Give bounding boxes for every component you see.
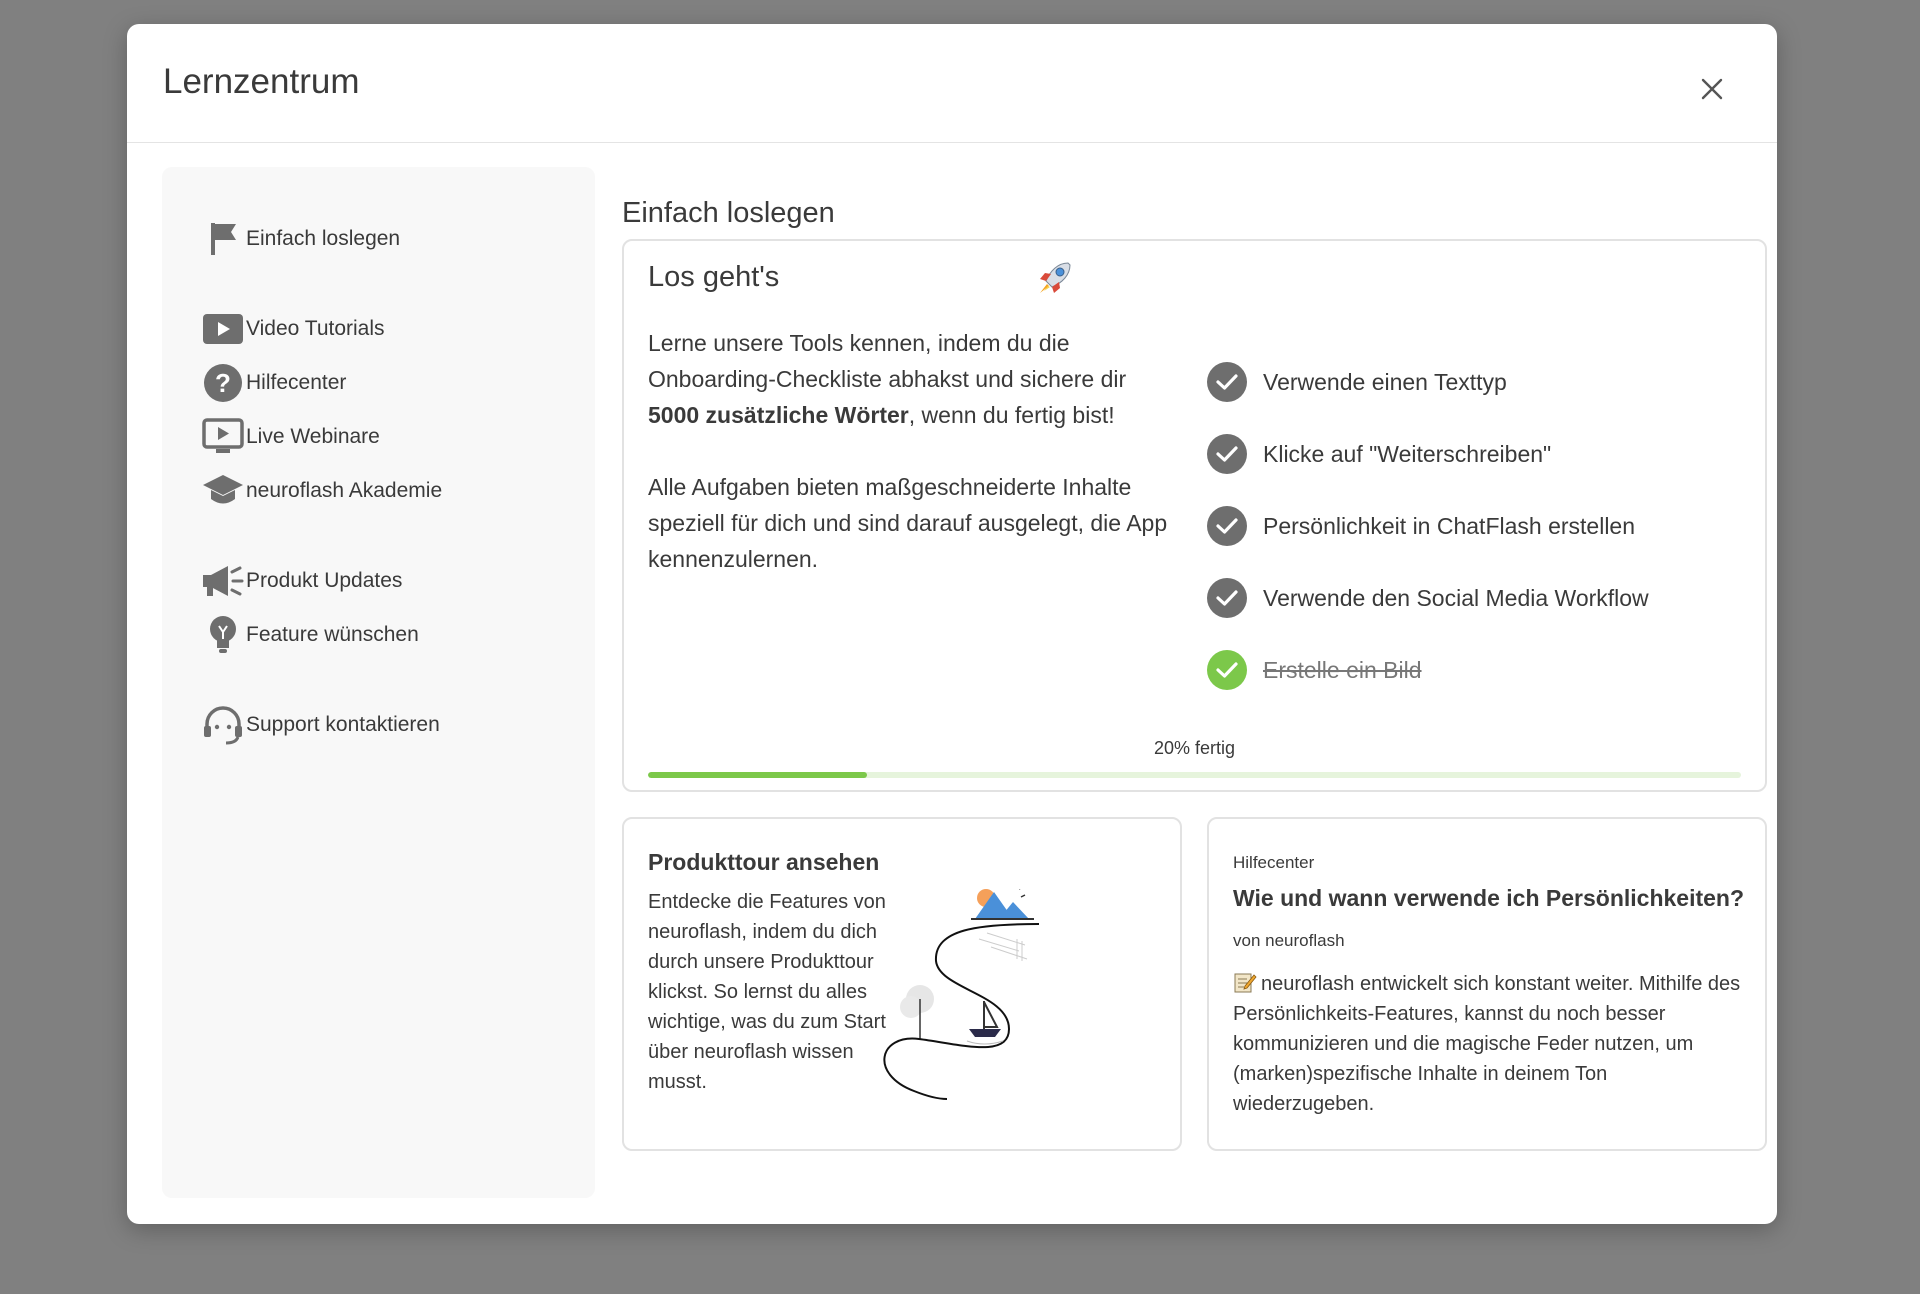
sidebar-item-label: Feature wünschen	[246, 623, 419, 646]
section-title: Einfach loslegen	[622, 197, 835, 229]
intro-paragraph	[648, 325, 1178, 433]
sidebar-item-label: Video Tutorials	[246, 317, 385, 340]
sidebar-item-einfach-loslegen[interactable]	[202, 219, 400, 259]
product-tour-title: Produkttour ansehen	[648, 849, 880, 875]
checklist-item-label: Persönlichkeit in ChatFlash erstellen	[1263, 512, 1636, 539]
headset-icon	[202, 705, 244, 745]
checklist-item[interactable]	[1207, 346, 1727, 418]
progress-bar	[648, 772, 1741, 778]
svg-text:?: ?	[215, 368, 231, 398]
progress-label: 20% fertig	[1153, 738, 1236, 758]
sidebar-item-label: Einfach loslegen	[246, 227, 401, 250]
sidebar-item-label: Support kontaktieren	[246, 713, 440, 736]
check-icon	[1207, 506, 1247, 546]
journey-illustration	[879, 889, 1169, 1139]
help-article-body	[1233, 969, 1753, 1119]
checklist-item-label: Verwende den Social Media Workflow	[1263, 584, 1649, 611]
checklist-item-completed[interactable]	[1207, 634, 1727, 706]
product-tour-card[interactable]	[622, 817, 1182, 1151]
rocket-icon	[1034, 257, 1076, 299]
sidebar-item-label: Live Webinare	[246, 425, 380, 448]
lightbulb-icon	[202, 615, 244, 655]
intro-paragraph-2: Alle Aufgaben bieten maßgeschneiderte Inhalte speziell für dich und sind darauf ausgelegt, die App kennenzulernen.	[648, 474, 1168, 572]
onboarding-checklist	[1207, 346, 1727, 706]
help-article-title: Wie und wann verwende ich Persönlichkeiten?	[1233, 885, 1745, 911]
checklist-item[interactable]	[1207, 490, 1727, 562]
onboarding-card-title: Los geht's	[648, 261, 780, 293]
check-icon	[1207, 362, 1247, 402]
checklist-item-label: Klicke auf "Weiterschreiben"	[1263, 440, 1552, 467]
help-article-author: von neuroflash	[1233, 931, 1345, 950]
sidebar-item-label: Produkt Updates	[246, 569, 403, 592]
intro-text: Lerne unsere Tools kennen, indem du die Onboarding-Checkliste abhakst und sichere dir	[648, 330, 1127, 392]
sidebar-item-label: Hilfecenter	[246, 371, 347, 394]
sidebar-item-live-webinare[interactable]	[202, 417, 380, 457]
monitor-play-icon	[202, 417, 244, 457]
help-article-body-text: neuroflash entwickelt sich konstant weiter. Mithilfe des Persönlichkeits-Features, kannst du noch besser kommunizieren und die magische Feder nutzen, um (marken)spezifische Inhalte in deinem Ton wiederzugeben.	[1233, 973, 1741, 1115]
modal-title: Lernzentrum	[163, 62, 360, 101]
sidebar-item-neuroflash-akademie[interactable]	[202, 471, 442, 511]
checklist-item[interactable]	[1207, 418, 1727, 490]
close-icon	[1700, 77, 1724, 101]
checklist-item-label: Verwende einen Texttyp	[1263, 368, 1507, 395]
intro-text-end: , wenn du fertig bist!	[908, 402, 1115, 428]
help-article-kicker: Hilfecenter	[1233, 853, 1315, 872]
sidebar-item-video-tutorials[interactable]	[202, 309, 385, 349]
memo-icon	[1233, 971, 1257, 993]
check-done-icon	[1207, 650, 1247, 690]
sidebar-item-label: neuroflash Akademie	[246, 479, 443, 502]
megaphone-icon	[202, 561, 244, 601]
checklist-item-label: Erstelle ein Bild	[1263, 656, 1422, 683]
check-icon	[1207, 434, 1247, 474]
help-circle-icon	[202, 363, 244, 403]
sidebar-item-support-kontaktieren[interactable]	[202, 705, 440, 745]
product-tour-text: Entdecke die Features von neuroflash, indem du dich durch unsere Produkttour klickst. So lernst du alles wichtige, was du zum Start über neuroflash wissen musst.	[648, 891, 886, 1093]
close-button[interactable]	[1695, 72, 1729, 106]
check-icon	[1207, 578, 1247, 618]
checklist-item[interactable]	[1207, 562, 1727, 634]
graduation-cap-icon	[202, 471, 244, 511]
sidebar-item-hilfecenter[interactable]	[202, 363, 346, 403]
flag-icon	[202, 219, 244, 259]
play-icon	[202, 309, 244, 349]
progress-fill	[648, 772, 867, 778]
onboarding-card	[622, 239, 1767, 792]
help-article-card[interactable]	[1207, 817, 1767, 1151]
modal-header	[127, 24, 1777, 143]
intro-bonus-words: 5000 zusätzliche Wörter	[648, 402, 909, 428]
sidebar-item-feature-wuenschen[interactable]	[202, 615, 419, 655]
learning-center-modal	[127, 24, 1777, 1224]
sidebar-item-produkt-updates[interactable]	[202, 561, 402, 601]
sidebar	[162, 167, 595, 1198]
onboarding-intro	[648, 325, 1178, 613]
